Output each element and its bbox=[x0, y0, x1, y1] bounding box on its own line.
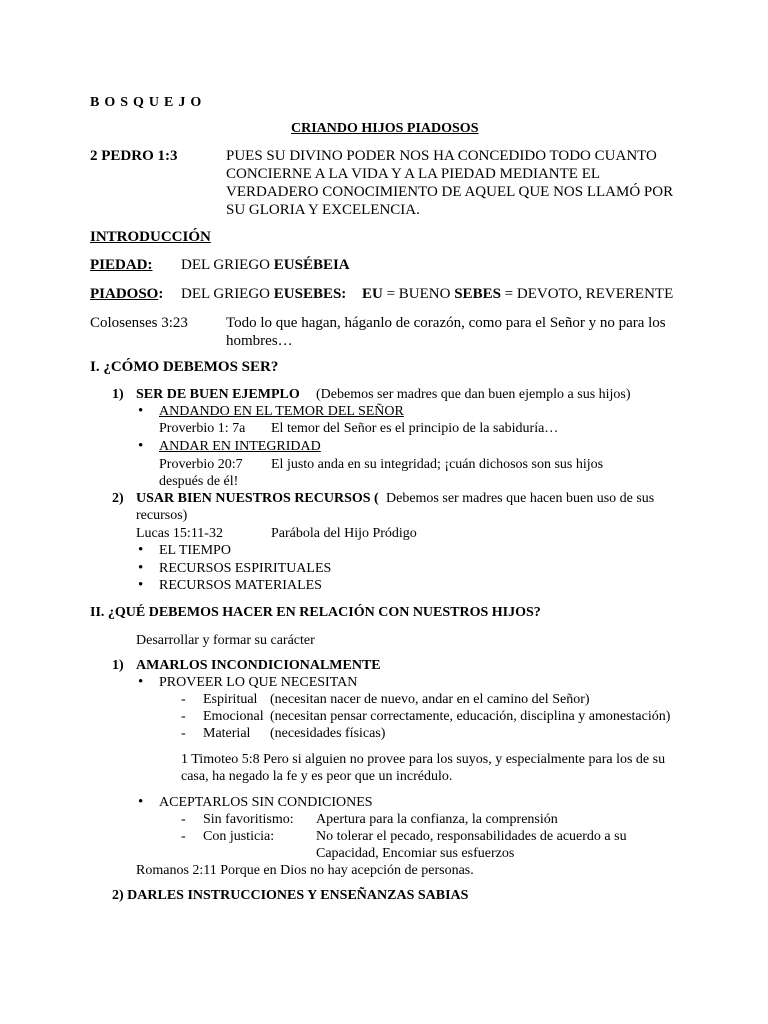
piedad-label: PIEDAD: bbox=[90, 257, 153, 273]
condition-key: Con justicia: bbox=[203, 829, 275, 844]
proverb-text: después de él! bbox=[159, 474, 239, 489]
need-key: Emocional bbox=[203, 709, 264, 724]
timoteo-quote: 1 Timoteo 5:8 Pero si alguien no provee para los suyos, y especialmente para los de su bbox=[181, 752, 666, 767]
item-note: recursos) bbox=[136, 508, 188, 523]
bullet-icon: • bbox=[138, 438, 144, 454]
verse-line: CONCIERNE A LA VIDA Y A LA PIEDAD MEDIANTE EL bbox=[226, 166, 601, 182]
proverb-text: El temor del Señor es el principio de la sabiduría… bbox=[271, 421, 559, 436]
bullet-icon: • bbox=[138, 403, 144, 419]
bullet-text: ACEPTARLOS SIN CONDICIONES bbox=[159, 795, 373, 810]
item-number: 1) bbox=[112, 658, 124, 673]
sermon-title: CRIANDO HIJOS PIADOSOS bbox=[291, 121, 479, 136]
lucas-ref: Lucas 15:11-32 bbox=[136, 526, 223, 541]
bullet-text: ANDANDO EN EL TEMOR DEL SEÑOR bbox=[159, 404, 404, 419]
bullet-icon: • bbox=[138, 577, 144, 593]
bullet-icon: • bbox=[138, 794, 144, 810]
item-note: Debemos ser madres que hacen buen uso de sus bbox=[386, 491, 655, 506]
dash-icon: - bbox=[181, 829, 186, 844]
condition-value: Capacidad, Encomiar sus esfuerzos bbox=[316, 846, 515, 861]
bullet-text: EL TIEMPO bbox=[159, 543, 231, 558]
need-key: Material bbox=[203, 726, 251, 741]
item-number: 2) bbox=[112, 491, 124, 506]
need-value: (necesidades físicas) bbox=[270, 726, 386, 741]
bullet-text: RECURSOS ESPIRITUALES bbox=[159, 561, 332, 576]
need-value: (necesitan pensar correctamente, educación, disciplina y amonestación) bbox=[270, 709, 671, 724]
need-value: (necesitan nacer de nuevo, andar en el camino del Señor) bbox=[270, 692, 590, 707]
lucas-text: Parábola del Hijo Pródigo bbox=[271, 526, 417, 541]
item-note: (Debemos ser madres que dan buen ejemplo a sus hijos) bbox=[316, 387, 631, 402]
piadoso-etymology: EU = BUENO SEBES = DEVOTO, REVERENTE bbox=[362, 286, 674, 302]
intro-heading: INTRODUCCIÓN bbox=[90, 229, 211, 245]
item-number: 1) bbox=[112, 387, 124, 402]
item-label: USAR BIEN NUESTROS RECURSOS ( bbox=[136, 491, 379, 506]
bullet-icon: • bbox=[138, 542, 144, 558]
section-subtitle: Desarrollar y formar su carácter bbox=[136, 633, 315, 648]
condition-value: Apertura para la confianza, la comprensión bbox=[316, 812, 558, 827]
colosenses-ref: Colosenses 3:23 bbox=[90, 315, 188, 331]
colosenses-text: hombres… bbox=[226, 333, 293, 349]
condition-key: Sin favoritismo: bbox=[203, 812, 294, 827]
dash-icon: - bbox=[181, 812, 186, 827]
dash-icon: - bbox=[181, 692, 186, 707]
bullet-text: RECURSOS MATERIALES bbox=[159, 578, 322, 593]
bullet-text: PROVEER LO QUE NECESITAN bbox=[159, 675, 358, 690]
verse-line: PUES SU DIVINO PODER NOS HA CONCEDIDO TODO CUANTO bbox=[226, 148, 657, 164]
condition-value: No tolerar el pecado, responsabilidades de acuerdo a su bbox=[316, 829, 627, 844]
verse-reference: 2 PEDRO 1:3 bbox=[90, 148, 178, 164]
romanos-quote: Romanos 2:11 Porque en Dios no hay acepción de personas. bbox=[136, 863, 474, 878]
verse-line: SU GLORIA Y EXCELENCIA. bbox=[226, 202, 420, 218]
proverb-ref: Proverbio 1: 7a bbox=[159, 421, 246, 436]
bullet-icon: • bbox=[138, 674, 144, 690]
piadoso-label: PIADOSO: bbox=[90, 286, 164, 302]
verse-line: VERDADERO CONOCIMIENTO DE AQUEL QUE NOS LLAMÓ POR bbox=[226, 184, 674, 200]
proverb-text: El justo anda en su integridad; ¡cuán dichosos son sus hijos bbox=[271, 457, 604, 472]
item-label: AMARLOS INCONDICIONALMENTE bbox=[136, 658, 381, 673]
bullet-icon: • bbox=[138, 560, 144, 576]
timoteo-quote: casa, ha negado la fe y es peor que un incrédulo. bbox=[181, 769, 453, 784]
item-label: SER DE BUEN EJEMPLO bbox=[136, 387, 300, 402]
piadoso-definition: DEL GRIEGO EUSEBES: bbox=[181, 286, 347, 302]
proverb-ref: Proverbio 20:7 bbox=[159, 457, 243, 472]
piedad-definition: DEL GRIEGO EUSÉBEIA bbox=[181, 257, 350, 273]
section-heading: I. ¿CÓMO DEBEMOS SER? bbox=[90, 359, 279, 375]
section-heading: II. ¿QUÉ DEBEMOS HACER EN RELACIÓN CON NUESTROS HIJOS? bbox=[90, 605, 541, 620]
item-heading: 2) DARLES INSTRUCCIONES Y ENSEÑANZAS SABIAS bbox=[112, 888, 469, 903]
document-header: BOSQUEJO bbox=[90, 95, 207, 110]
colosenses-text: Todo lo que hagan, háganlo de corazón, como para el Señor y no para los bbox=[226, 315, 666, 331]
dash-icon: - bbox=[181, 709, 186, 724]
need-key: Espiritual bbox=[203, 692, 258, 707]
dash-icon: - bbox=[181, 726, 186, 741]
bullet-text: ANDAR EN INTEGRIDAD bbox=[159, 439, 321, 454]
